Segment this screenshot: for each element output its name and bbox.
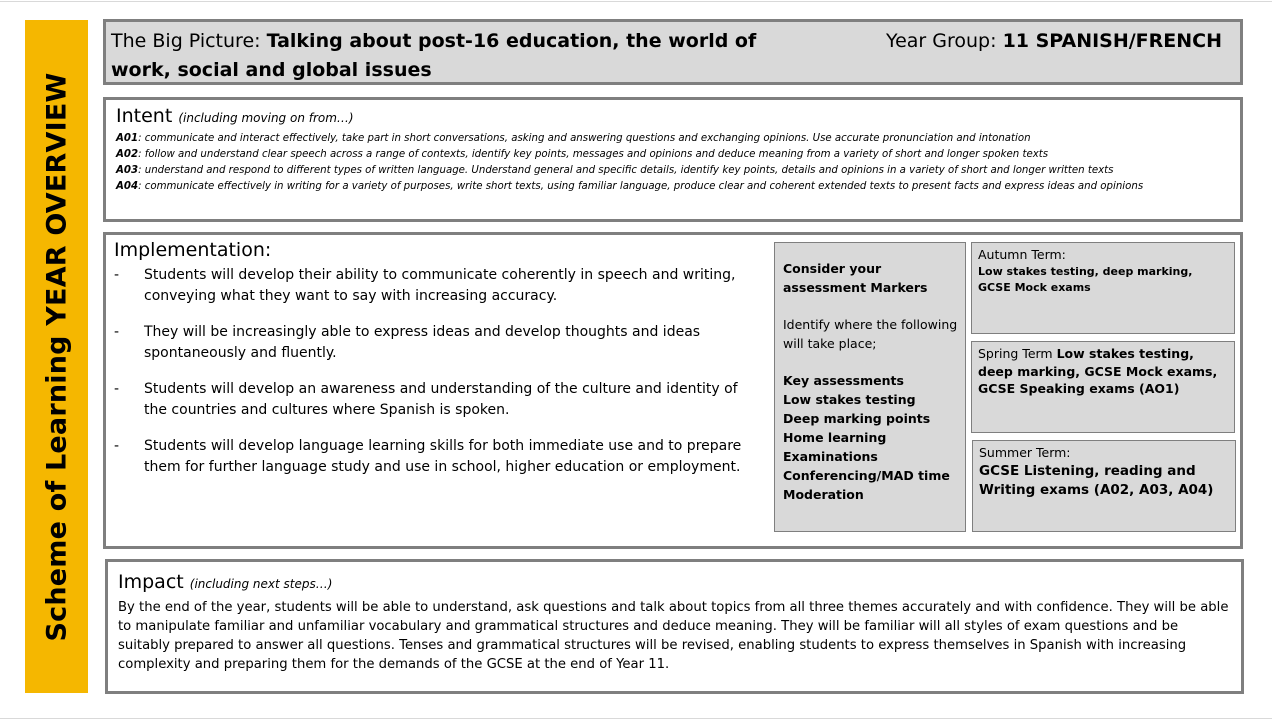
assessment-item: Low stakes testing	[783, 392, 916, 407]
bottom-divider	[0, 718, 1272, 719]
objective-text: : follow and understand clear speech across a range of contexts, identify key points, messages and opinions and deduce meaning from a variety of short and longer spoken texts	[138, 149, 1049, 160]
summer-term-content	[979, 444, 1229, 500]
autumn-term-body: Low stakes testing, deep marking, GCSE Mock exams	[978, 264, 1193, 294]
big-picture-label: The Big Picture:	[111, 30, 267, 52]
assessment-content	[783, 259, 961, 504]
autumn-term-content	[978, 246, 1228, 296]
assessment-item: Moderation	[783, 487, 864, 502]
assessment-item: Deep marking points	[783, 411, 931, 426]
bullet-text: Students will develop an awareness and understanding of the culture and identity of the countries and cultures where Spanish is spoken.	[144, 381, 738, 418]
objective-item	[116, 179, 1238, 195]
bullet-dash: -	[114, 267, 120, 283]
summer-term-body: GCSE Listening, reading and Writing exams (A02, A03, A04)	[979, 462, 1214, 498]
big-picture-heading	[111, 27, 801, 85]
sidebar-title: Scheme of Learning YEAR OVERVIEW	[41, 71, 72, 642]
year-group-label: Year Group:	[886, 30, 1003, 52]
objective-code: A04	[116, 181, 139, 192]
bullet-dash: -	[114, 438, 120, 454]
impact-panel	[105, 559, 1244, 694]
objective-text: : communicate and interact effectively, take part in short conversations, asking and answering questions and exchanging opinions. Use accurate pronunciation and intonation	[138, 133, 1031, 144]
year-group	[886, 27, 1222, 56]
bullet-text: Students will develop their ability to communicate coherently in speech and writing, conveying what they want to say with increasing accuracy.	[144, 267, 736, 304]
autumn-term-label: Autumn Term:	[978, 247, 1066, 262]
implementation-bullets	[114, 265, 749, 493]
objective-code: A03	[116, 165, 139, 176]
objective-item	[116, 131, 1238, 147]
spring-term-content	[978, 345, 1228, 398]
objective-text: : communicate effectively in writing for a variety of purposes, write short texts, using familiar language, produce clear and coherent extended texts to present facts and express ideas and opinions	[138, 181, 1144, 192]
intent-panel	[103, 97, 1243, 222]
spring-term-body: Low stakes testing, deep marking, GCSE Mock exams, GCSE Speaking exams (AO1)	[978, 346, 1218, 396]
impact-body: By the end of the year, students will be able to understand, ask questions and talk about topics from all three themes accurately and with confidence. They will be able to manipulate familiar and unfamiliar vocabulary and grammatical structures and deduce meaning. They will be familiar will all styles of exam questions and be suitably prepared to answer all questions. Tenses and grammatical structures will be revised, enabling students to express themselves in Spanish with increasing complexity and preparing them for the demands of the GCSE at the end of Year 11.	[118, 600, 1229, 672]
assessment-title: Consider your assessment Markers	[783, 261, 928, 295]
impact-subtitle: (including next steps…)	[189, 577, 333, 591]
autumn-term-panel	[971, 242, 1235, 334]
spring-term-label: Spring Term	[978, 346, 1057, 361]
assessment-subtitle: Identify where the following will take place;	[783, 317, 958, 351]
bullet-item	[114, 265, 749, 306]
assessment-item: Key assessments	[783, 373, 904, 388]
bullet-text: They will be increasingly able to express ideas and develop thoughts and ideas spontaneously and fluently.	[144, 324, 701, 361]
intent-title: Intent	[116, 105, 179, 127]
objective-item	[116, 163, 1238, 179]
intent-heading	[116, 103, 354, 131]
bullet-text: Students will develop language learning skills for both immediate use and to prepare them for further language study and use in school, higher education or employment.	[144, 438, 742, 475]
assessment-item: Examinations	[783, 449, 878, 464]
big-picture-topic: Talking about post-16 education, the world of work, social and global issues	[111, 30, 757, 81]
assessment-list	[783, 371, 961, 504]
objective-code: A02	[116, 149, 139, 160]
objective-code: A01	[116, 133, 139, 144]
big-picture-panel	[103, 19, 1243, 85]
implementation-title: Implementation:	[114, 239, 272, 261]
bullet-item	[114, 322, 749, 363]
top-divider	[0, 1, 1272, 2]
bullet-item	[114, 379, 749, 420]
summer-term-label: Summer Term:	[979, 445, 1071, 460]
bullet-dash: -	[114, 381, 120, 397]
year-group-value: 11 SPANISH/FRENCH	[1002, 30, 1223, 52]
intent-subtitle: (including moving on from…)	[178, 111, 354, 125]
assessment-item: Home learning	[783, 430, 887, 445]
objective-item	[116, 147, 1238, 163]
impact-title: Impact	[118, 571, 190, 593]
summer-term-panel	[972, 440, 1236, 532]
assessment-markers-panel	[774, 242, 966, 532]
objective-text: : understand and respond to different types of written language. Understand general and specific details, identify key points, details and opinions in a variety of short and longer written texts	[138, 165, 1114, 176]
spring-term-panel	[971, 341, 1235, 433]
objectives-list	[116, 131, 1238, 195]
sidebar-banner	[25, 20, 88, 693]
bullet-dash: -	[114, 324, 120, 340]
assessment-item: Conferencing/MAD time	[783, 468, 950, 483]
impact-heading	[118, 569, 332, 597]
bullet-item	[114, 436, 749, 477]
